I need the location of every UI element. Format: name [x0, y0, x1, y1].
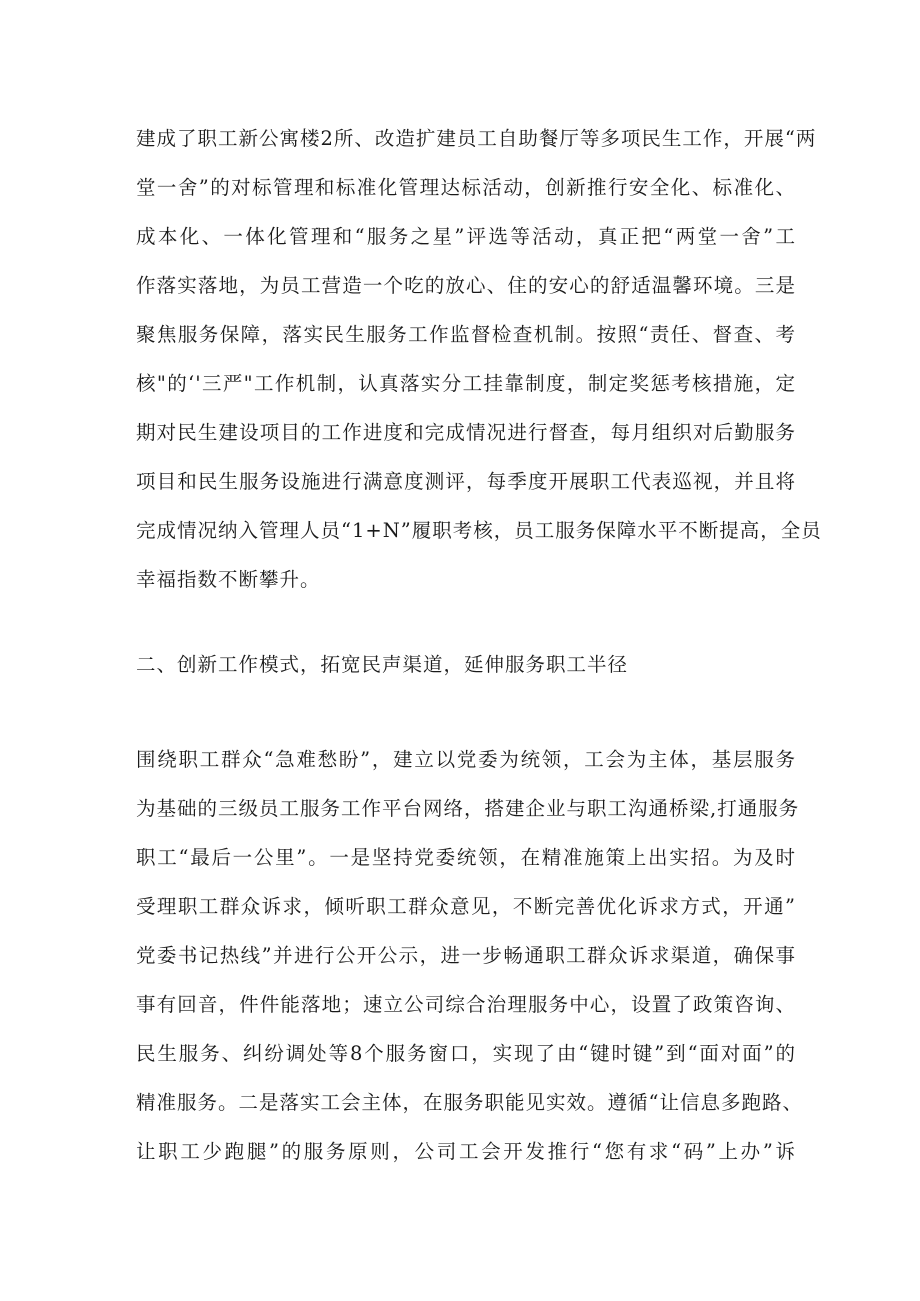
paragraph-1-line: 核"的‘'三严"工作机制，认真落实分工挂靠制度，制定奖惩考核措施，定 — [136, 372, 796, 395]
paragraph-1-line: 幸福指数不断攀升。 — [136, 568, 321, 591]
paragraph-1-line: 完成情况纳入管理人员“1+N”履职考核，员工服务保障水平不断提高，全员 — [136, 519, 822, 542]
paragraph-1-line: 成本化、一体化管理和“服务之星”评选等活动，真正把“两堂一舍”工 — [136, 225, 796, 248]
paragraph-2-line: 精准服务。二是落实工会主体，在服务职能见实效。遵循“让信息多跑路、 — [136, 1091, 803, 1114]
paragraph-2-line: 职工“最后一公里”。一是坚持党委统领，在精准施策上出实招。为及时 — [136, 846, 796, 869]
paragraph-1-line: 聚焦服务保障，落实民生服务工作监督检查机制。按照“责任、督查、考 — [136, 323, 796, 346]
paragraph-1-line: 堂一舍”的对标管理和标准化管理达标活动，创新推行安全化、标准化、 — [136, 176, 796, 199]
paragraph-1-line: 作落实落地，为员工营造一个吃的放心、住的安心的舒适温馨环境。三是 — [136, 274, 796, 297]
paragraph-2-line: 事有回音，件件能落地；速立公司综合治理服务中心，设置了政策咨询、 — [136, 993, 796, 1016]
paragraph-2-line: 围绕职工群众“急难愁盼”，建立以党委为统领，工会为主体，基层服务 — [136, 748, 796, 771]
paragraph-2-line: 让职工少跑腿”的服务原则，公司工会开发推行“您有求“码”上办”诉 — [136, 1140, 796, 1163]
paragraph-1-line: 期对民生建设项目的工作进度和完成情况进行督查，每月组织对后勤服务 — [136, 421, 796, 444]
paragraph-1-line: 建成了职工新公寓楼2所、改造扩建员工自助餐厅等多项民生工作，开展“两 — [136, 127, 817, 150]
paragraph-2-line: 为基础的三级员工服务工作平台网络，搭建企业与职工沟通桥梁,打通服务 — [136, 797, 800, 820]
section-heading: 二、创新工作模式，拓宽民声渠道，延伸服务职工半径 — [136, 653, 629, 676]
paragraph-1-line: 项目和民生服务设施进行满意度测评，每季度开展职工代表巡视，并且将 — [136, 470, 796, 493]
paragraph-2-line: 民生服务、纠纷调处等8个服务窗口，实现了由“键时键”到“面对面”的 — [136, 1042, 796, 1065]
paragraph-2-line: 受理职工群众诉求，倾听职工群众意见，不断完善优化诉求方式，开通” — [136, 895, 796, 918]
paragraph-2-line: 党委书记热线”并进行公开公示，进一步畅通职工群众诉求渠道，确保事 — [136, 944, 796, 967]
